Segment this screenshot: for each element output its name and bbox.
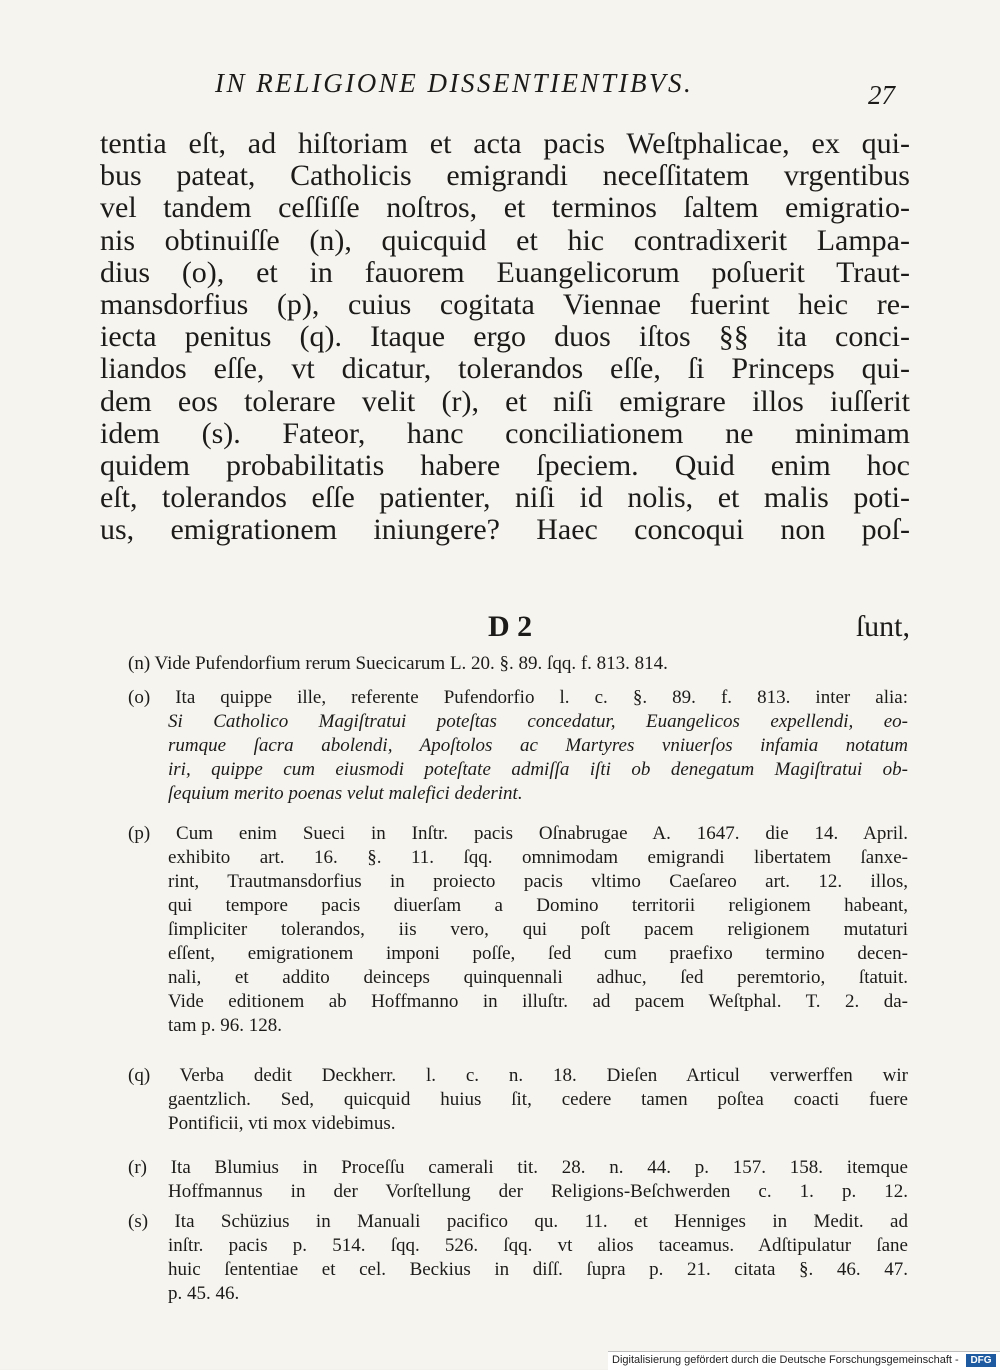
body-line: dem eos tolerare velit (r), et niſi emigrare illos iuſſerit [100,384,910,418]
footnote-line: p. 45. 46. [168,1283,240,1304]
signature-line [100,610,910,642]
footnote-n [128,652,908,676]
footnote-line: (r) Ita Blumius in Proceſſu camerali tit. 28. n. 44. p. 157. 158. itemque [128,1157,908,1178]
body-line: quidem probabilitatis habere ſpeciem. Quid enim hoc [100,448,910,482]
footnote-line: exhibito art. 16. §. 11. ſqq. omnimodam emigrandi libertatem ſanxe- [168,847,908,868]
body-text [100,128,910,546]
footnote-s [128,1210,908,1306]
body-line: liandos eſſe, vt dicatur, tolerandos eſſe, ſi Princeps qui- [100,352,910,386]
footnote-line: (p) Cum enim Sueci in Inſtr. pacis Oſnabrugae A. 1647. die 14. April. [128,823,908,844]
footnote-p [128,822,908,1038]
body-line: mansdorfius (p), cuius cogitata Viennae fuerint heic re- [100,287,910,321]
body-line: bus pateat, Catholicis emigrandi neceſſitatem vrgentibus [100,159,910,193]
signature-mark: D 2 [488,610,533,643]
catchword: ſunt, [855,610,910,643]
footnote-line: Si Catholico Magiſtratui poteſtas concedatur, Euangelicos expellendi, eo- [168,711,908,732]
footnote-o [128,686,908,806]
footnote-line: huic ſententiae et cel. Beckius in diſſ. ſupra p. 21. citata §. 46. 47. [168,1259,908,1280]
footnote-line: (o) Ita quippe ille, referente Pufendorfio l. c. §. 89. f. 813. inter alia: [128,687,908,708]
footnote-line: Vide editionem ab Hoffmanno in illuſtr. ad pacem Weſtphal. T. 2. da- [168,991,908,1012]
footnote-line: inſtr. pacis p. 514. ſqq. 526. ſqq. vt alios taceamus. Adſtipulatur ſane [168,1235,908,1256]
footnote-line: nali, et addito deinceps quinquennali adhuc, ſed peremtorio, ſtatuit. [168,967,908,988]
page-number: 27 [868,80,895,110]
footnote-line: rumque ſacra abolendi, Apoſtolos ac Martyres vniuerſos infamia notatum [168,735,908,756]
footnote-line: ſequium merito poenas velut malefici dederint. [168,783,523,804]
footnote-r [128,1156,908,1204]
footnote-line: Hoffmannus in der Vorſtellung der Religions-Beſchwerden c. 1. p. 12. [168,1181,908,1202]
footnote-line: ſimpliciter tolerandos, iis vero, qui poſt pacem religionem mutaturi [168,919,908,940]
footnote-line: eſſent, emigrationem imponi poſſe, ſed cum praefixo termino decen- [168,943,908,964]
footnote-line: tam p. 96. 128. [168,1015,282,1036]
footnote-line: qui tempore pacis diuerſam a Domino territorii religionem habeant, [168,895,908,916]
body-line: idem (s). Fateor, hanc conciliationem ne minimam [100,416,910,450]
footnote-line: iri, quippe cum eiusmodi poteſtate admiſſa iſti ob denegatum Magiſtratui ob- [168,759,908,780]
running-head: IN RELIGIONE DISSENTIENTIBVS. [215,68,694,98]
digitization-footer [608,1351,1000,1370]
body-line: us, emigrationem iniungere? Haec concoqui non poſ- [100,513,910,547]
footnote-line: Pontificii, vti mox videbimus. [168,1113,396,1134]
footnote-q [128,1064,908,1136]
body-line: dius (o), et in fauorem Euangelicorum poſuerit Traut- [100,255,910,289]
footnote-line: (n) Vide Pufendorfium rerum Suecicarum L. 20. §. 89. ſqq. f. 813. 814. [128,653,668,674]
body-line: iecta penitus (q). Itaque ergo duos iſtos §§ ita conci- [100,320,910,354]
footnote-line: gaentzlich. Sed, quicquid huius ſit, cedere tamen poſtea coacti fuere [168,1089,908,1110]
body-line: nis obtinuiſſe (n), quicquid et hic contradixerit Lampa- [100,223,910,257]
body-line: tentia eſt, ad hiſtoriam et acta pacis Weſtphalicae, ex qui- [100,127,910,160]
body-line: eſt, tolerandos eſſe patienter, niſi id nolis, et malis poti- [100,481,910,515]
dfg-logo-icon: DFG [966,1354,996,1367]
body-line: vel tandem ceſſiſſe noſtros, et terminos ſaltem emigratio- [100,191,910,225]
footnote-line: (q) Verba dedit Deckherr. l. c. n. 18. Dieſen Articul verwerffen wir [128,1065,908,1086]
footnote-line: rint, Trautmansdorfius in proiecto pacis vltimo Caeſareo art. 12. illos, [168,871,908,892]
footer-credit: Digitalisierung gefördert durch die Deutsche Forschungsgemeinschaft - [612,1354,959,1366]
footnote-line: (s) Ita Schüzius in Manuali pacifico qu. 11. et Henniges in Medit. ad [128,1211,908,1232]
